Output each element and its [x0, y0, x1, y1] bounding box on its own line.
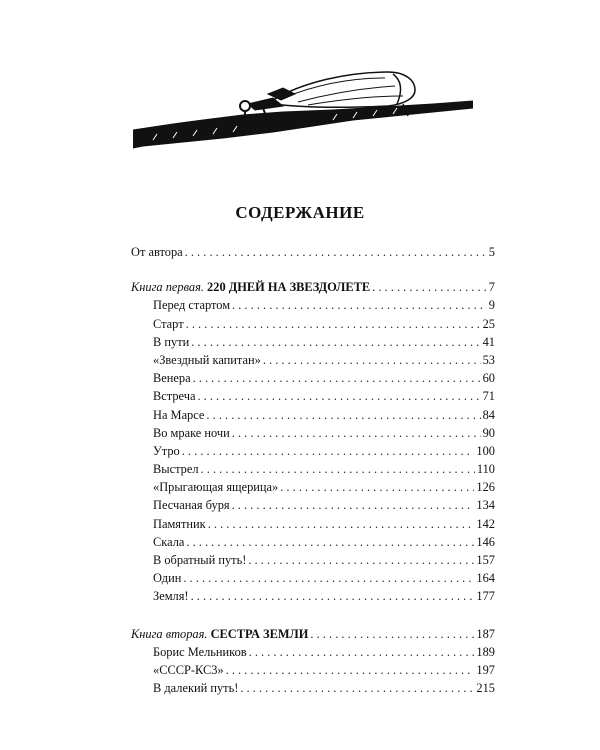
- toc-entry-page: 110: [476, 462, 495, 477]
- toc-entry-intro: [131, 245, 495, 263]
- dot-leader: [232, 498, 475, 513]
- toc-entry-title: Старт: [153, 316, 184, 331]
- dot-leader: [280, 480, 474, 495]
- dot-leader: [186, 317, 481, 332]
- toc-entry-chapter: [131, 663, 495, 681]
- toc-entry-page: 60: [482, 371, 495, 386]
- toc-entry-page: 177: [476, 589, 495, 604]
- toc-entry-chapter: [131, 517, 495, 535]
- toc-entry-chapter: [131, 589, 495, 607]
- dot-leader: [201, 462, 475, 477]
- dot-leader: [248, 553, 474, 568]
- toc-entry-chapter: [131, 535, 495, 553]
- toc-entry-chapter: [131, 645, 495, 663]
- book-title: 220 ДНЕЙ НА ЗВЕЗДОЛЕТЕ: [207, 280, 371, 295]
- toc-entry-page: 90: [482, 425, 495, 440]
- toc-entry-chapter: [131, 371, 495, 389]
- toc-entry-page: 197: [476, 662, 495, 677]
- toc-entry-title: «СССР-КС3»: [153, 662, 224, 677]
- toc-entry-page: 53: [482, 352, 495, 367]
- dot-leader: [186, 535, 474, 550]
- toc-entry-chapter: [131, 553, 495, 571]
- book-label: Книга первая.: [131, 280, 204, 295]
- toc-entry-title: В обратный путь!: [153, 553, 247, 567]
- toc-entry-page: 215: [476, 681, 495, 696]
- dot-leader: [249, 645, 475, 660]
- toc-entry-page: 187: [476, 626, 495, 641]
- page-title: СОДЕРЖАНИЕ: [235, 203, 365, 222]
- toc-book-heading: [131, 627, 495, 645]
- toc-entry-chapter: [131, 298, 495, 316]
- toc-entry-chapter: [131, 498, 495, 516]
- toc-entry-page: 157: [476, 553, 495, 567]
- toc-entry-title: Во мраке ночи: [153, 425, 230, 440]
- dot-leader: [183, 571, 474, 586]
- toc-book-heading: [131, 280, 495, 298]
- toc-entry-page: 164: [476, 571, 495, 586]
- toc-entry-title: Скала: [153, 534, 185, 549]
- dot-leader: [197, 389, 480, 404]
- book-label: Книга вторая.: [131, 626, 208, 641]
- toc-entry-title: «Звездный капитан»: [153, 352, 261, 367]
- toc-entry-chapter: [131, 389, 495, 407]
- dot-leader: [206, 408, 480, 423]
- toc-entry-title: Выстрел: [153, 462, 199, 477]
- toc-entry-page: 134: [476, 498, 495, 513]
- dot-leader: [310, 627, 474, 642]
- toc-entry-title: Перед стартом: [153, 298, 231, 313]
- spaceship-illustration: [133, 60, 473, 160]
- toc-entry-chapter: [131, 571, 495, 589]
- dot-leader: [208, 517, 475, 532]
- toc-entry-page: 25: [482, 316, 495, 331]
- toc-entry-page: 126: [476, 480, 495, 495]
- toc-entry-title: От автора: [131, 245, 183, 259]
- toc-entry-page: 189: [476, 644, 495, 659]
- dot-leader: [232, 298, 487, 313]
- toc-entry-chapter: [131, 353, 495, 371]
- toc-entry-chapter: [131, 335, 495, 353]
- toc-entry-chapter: [131, 317, 495, 335]
- dot-leader: [185, 245, 487, 260]
- toc-entry-title: Памятник: [153, 516, 206, 531]
- toc-entry-title: Венера: [153, 371, 191, 386]
- toc-entry-page: 7: [488, 280, 495, 295]
- toc-entry-title: Земля!: [153, 589, 189, 604]
- toc-entry-title: Утро: [153, 443, 180, 458]
- toc-entry-chapter: [131, 681, 495, 699]
- toc-entry-page: 41: [482, 334, 495, 349]
- dot-leader: [232, 426, 481, 441]
- toc-entry-chapter: [131, 462, 495, 480]
- toc-entry-title: Песчаная буря: [153, 498, 230, 513]
- toc-entry-page: 146: [476, 534, 495, 549]
- toc-entry-chapter: [131, 480, 495, 498]
- dot-leader: [191, 335, 480, 350]
- dot-leader: [193, 371, 481, 386]
- toc-entry-chapter: [131, 408, 495, 426]
- book-title: СЕСТРА ЗЕМЛИ: [210, 626, 309, 641]
- toc-entry-title: В пути: [153, 334, 190, 349]
- toc-entry-page: 84: [482, 407, 495, 422]
- toc-entry-chapter: [131, 426, 495, 444]
- toc-entry-title: Встреча: [153, 389, 196, 404]
- toc-entry-page: 100: [476, 443, 495, 458]
- dot-leader: [263, 353, 481, 368]
- toc-entry-title: В далекий путь!: [153, 681, 239, 696]
- dot-leader: [240, 681, 474, 696]
- toc-entry-title: Борис Мельников: [153, 644, 247, 659]
- toc-entry-page: 142: [476, 516, 495, 531]
- toc-entry-page: 9: [488, 298, 495, 313]
- dot-leader: [226, 663, 475, 678]
- dot-leader: [372, 280, 487, 295]
- toc-entry-title: На Марсе: [153, 407, 205, 422]
- toc-entry-title: Один: [153, 571, 182, 586]
- dot-leader: [182, 444, 475, 459]
- toc-entry-title: «Прыгающая ящерица»: [153, 480, 279, 495]
- table-of-contents: [131, 245, 495, 699]
- dot-leader: [191, 589, 475, 604]
- toc-entry-page: 5: [488, 245, 495, 259]
- toc-entry-chapter: [131, 444, 495, 462]
- toc-entry-page: 71: [482, 389, 495, 404]
